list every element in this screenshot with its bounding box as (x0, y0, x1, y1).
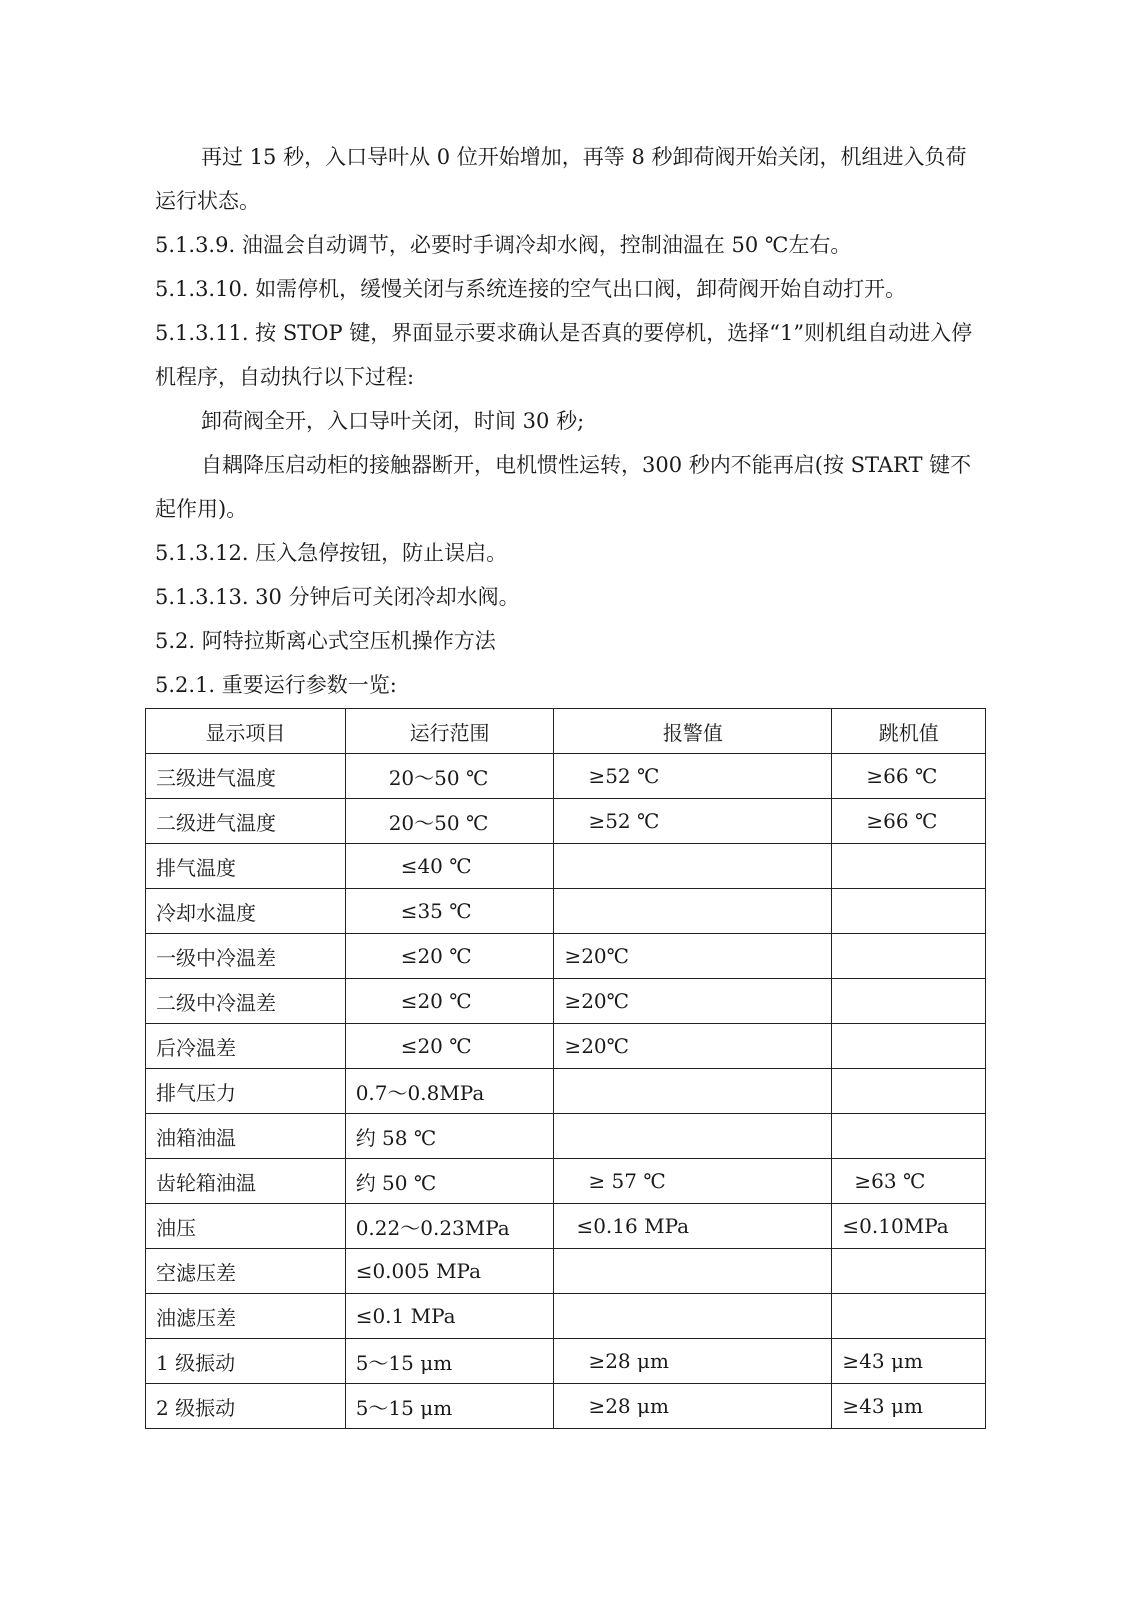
range-cell: ≤0.005 MPa (345, 1249, 554, 1294)
table-body (146, 754, 986, 1429)
alarm-cell: ≥28 μm (554, 1339, 832, 1384)
item-cell: 三级进气温度 (146, 754, 346, 799)
alarm-cell: ≥20℃ (554, 979, 832, 1024)
item-cell: 排气压力 (146, 1069, 346, 1114)
alarm-cell (554, 1249, 832, 1294)
paragraph-5-1-3-12: 5.1.3.12. 压入急停按钮，防止误启。 (155, 541, 508, 565)
table-row (146, 1339, 986, 1384)
trip-cell (832, 1024, 986, 1069)
alarm-cell: ≥20℃ (554, 934, 832, 979)
item-cell: 2 级振动 (146, 1384, 346, 1429)
alarm-cell (554, 844, 832, 889)
item-cell: 油箱油温 (146, 1114, 346, 1159)
table-row (146, 844, 986, 889)
section-heading-5-2: 5.2. 阿特拉斯离心式空压机操作方法 (155, 629, 496, 653)
table-row (146, 1249, 986, 1294)
paragraph-load-operation: 再过 15 秒，入口导叶从 0 位开始增加，再等 8 秒卸荷阀开始关闭，机组进入负荷运行状态。 (155, 145, 967, 213)
table-row (146, 979, 986, 1024)
item-cell: 排气温度 (146, 844, 346, 889)
table-row (146, 1114, 986, 1159)
item-cell: 一级中冷温差 (146, 934, 346, 979)
item-cell: 油压 (146, 1204, 346, 1249)
alarm-cell: ≥ 57 ℃ (554, 1159, 832, 1204)
header-display-item: 显示项目 (146, 709, 346, 754)
table-row (146, 889, 986, 934)
item-cell: 齿轮箱油温 (146, 1159, 346, 1204)
alarm-cell (554, 1294, 832, 1339)
range-cell: 0.22～0.23MPa (345, 1204, 554, 1249)
alarm-cell: ≥52 ℃ (554, 799, 832, 844)
paragraph-starter-cabinet: 自耦降压启动柜的接触器断开，电机惯性运转，300 秒内不能再启(按 START 键不起作用)。 (155, 453, 972, 521)
paragraph-5-1-3-13: 5.1.3.13. 30 分钟后可关闭冷却水阀。 (155, 585, 520, 609)
alarm-cell: ≤0.16 MPa (554, 1204, 832, 1249)
trip-cell: ≥66 ℃ (832, 799, 986, 844)
table-row (146, 799, 986, 844)
section-heading-5-2-1: 5.2.1. 重要运行参数一览: (155, 673, 397, 697)
trip-cell (832, 1114, 986, 1159)
item-cell: 1 级振动 (146, 1339, 346, 1384)
trip-cell (832, 1249, 986, 1294)
table-row (146, 1204, 986, 1249)
trip-cell: ≤0.10MPa (832, 1204, 986, 1249)
header-trip-value: 跳机值 (832, 709, 986, 754)
item-cell: 冷却水温度 (146, 889, 346, 934)
alarm-cell (554, 1114, 832, 1159)
trip-cell: ≥43 μm (832, 1339, 986, 1384)
alarm-cell: ≥28 μm (554, 1384, 832, 1429)
trip-cell (832, 934, 986, 979)
table-row (146, 1294, 986, 1339)
header-operating-range: 运行范围 (345, 709, 554, 754)
parameters-table (145, 708, 986, 1429)
alarm-cell: ≥20℃ (554, 1024, 832, 1069)
range-cell: 20～50 ℃ (345, 799, 554, 844)
trip-cell (832, 979, 986, 1024)
trip-cell (832, 844, 986, 889)
alarm-cell: ≥52 ℃ (554, 754, 832, 799)
trip-cell (832, 889, 986, 934)
range-cell: ≤20 ℃ (345, 979, 554, 1024)
alarm-cell (554, 889, 832, 934)
item-cell: 油滤压差 (146, 1294, 346, 1339)
range-cell: 约 50 ℃ (345, 1159, 554, 1204)
item-cell: 二级进气温度 (146, 799, 346, 844)
table-row (146, 1159, 986, 1204)
table-row (146, 1069, 986, 1114)
trip-cell (832, 1069, 986, 1114)
range-cell: ≤40 ℃ (345, 844, 554, 889)
range-cell: 5～15 μm (345, 1339, 554, 1384)
trip-cell: ≥43 μm (832, 1384, 986, 1429)
table-row (146, 934, 986, 979)
paragraph-unload-valve: 卸荷阀全开，入口导叶关闭，时间 30 秒; (201, 409, 585, 433)
table-row (146, 754, 986, 799)
item-cell: 后冷温差 (146, 1024, 346, 1069)
item-cell: 二级中冷温差 (146, 979, 346, 1024)
table-header-row (146, 709, 986, 754)
trip-cell (832, 1294, 986, 1339)
range-cell: ≤35 ℃ (345, 889, 554, 934)
range-cell: 0.7～0.8MPa (345, 1069, 554, 1114)
range-cell: 20～50 ℃ (345, 754, 554, 799)
range-cell: ≤20 ℃ (345, 934, 554, 979)
paragraph-5-1-3-11: 5.1.3.11. 按 STOP 键，界面显示要求确认是否真的要停机，选择“1”则机组自动进入停机程序，自动执行以下过程: (155, 321, 973, 389)
trip-cell: ≥63 ℃ (832, 1159, 986, 1204)
trip-cell: ≥66 ℃ (832, 754, 986, 799)
item-cell: 空滤压差 (146, 1249, 346, 1294)
table-row (146, 1024, 986, 1069)
header-alarm-value: 报警值 (554, 709, 832, 754)
range-cell: ≤0.1 MPa (345, 1294, 554, 1339)
alarm-cell (554, 1069, 832, 1114)
table-row (146, 1384, 986, 1429)
paragraph-5-1-3-9: 5.1.3.9. 油温会自动调节，必要时手调冷却水阀，控制油温在 50 ℃左右。 (155, 233, 852, 257)
range-cell: ≤20 ℃ (345, 1024, 554, 1069)
range-cell: 约 58 ℃ (345, 1114, 554, 1159)
range-cell: 5～15 μm (345, 1384, 554, 1429)
paragraph-5-1-3-10: 5.1.3.10. 如需停机，缓慢关闭与系统连接的空气出口阀，卸荷阀开始自动打开。 (155, 277, 907, 301)
